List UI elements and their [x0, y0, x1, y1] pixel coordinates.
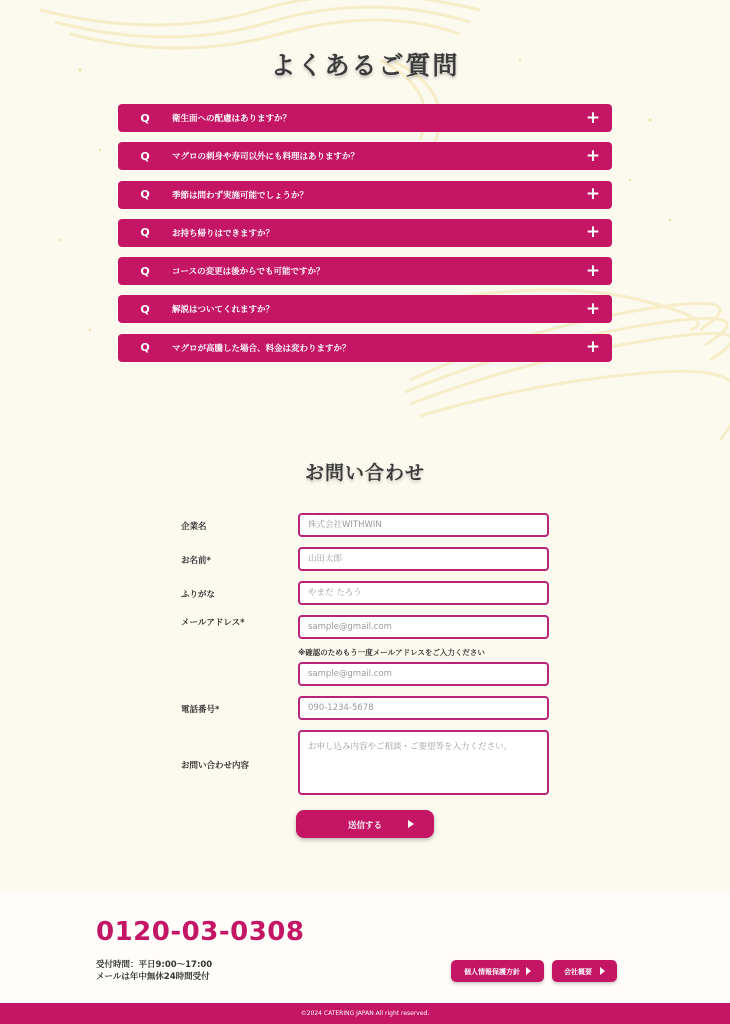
furigana-label: ふりがな [181, 590, 216, 600]
arrow-right-icon [408, 820, 414, 828]
plus-icon[interactable]: + [585, 337, 601, 358]
faq-item[interactable] [118, 219, 612, 247]
faq-section-title: よくあるご質問 [270, 51, 460, 80]
plus-icon[interactable]: + [585, 260, 601, 281]
privacy-policy-button[interactable] [451, 960, 544, 982]
plus-icon[interactable]: + [585, 184, 601, 205]
faq-question: 季節は問わず実施可能でしょうか？ [172, 190, 309, 201]
faq-question: マグロが高騰した場合、料金は変わりますか？ [172, 343, 351, 354]
submit-button-label: 送信する [347, 821, 382, 831]
faq-item[interactable] [118, 295, 612, 323]
faq-item[interactable] [118, 142, 612, 170]
arrow-right-icon [526, 967, 531, 975]
faq-q-mark: Q [140, 341, 150, 355]
footer [0, 893, 730, 1003]
contact-section-title: お問い合わせ [304, 462, 425, 484]
faq-question: コースの変更は後からでも可能ですか？ [172, 267, 325, 278]
faq-question: 衛生面への配慮はありますか？ [172, 114, 292, 124]
phone-label: 電話番号* [181, 705, 220, 715]
footer-phone-number[interactable]: 0120-03-0308 [96, 917, 305, 947]
hours-line: メールは年中無休24時間受付 [96, 972, 210, 982]
email-confirm-note: ※確認のためもう一度メールアドレスをご入力ください [298, 648, 485, 657]
faq-q-mark: Q [140, 111, 150, 125]
faq-q-mark: Q [140, 302, 150, 316]
name-label: お名前* [181, 556, 211, 566]
phone-input[interactable] [298, 696, 549, 720]
company-input[interactable] [298, 513, 549, 537]
faq-q-mark: Q [140, 149, 150, 163]
faq-q-mark: Q [140, 188, 150, 202]
name-input[interactable] [298, 547, 549, 571]
faq-q-mark: Q [140, 264, 150, 278]
plus-icon[interactable]: + [585, 222, 601, 243]
email-label: メールアドレス* [181, 618, 245, 628]
footer-hours [96, 959, 212, 983]
copyright-bar: ©2024 CATERING JAPAN All right reserved. [0, 1003, 730, 1024]
email-confirm-input[interactable] [298, 662, 549, 686]
faq-item[interactable] [118, 257, 612, 285]
furigana-input[interactable] [298, 581, 549, 605]
faq-question: マグロの刺身や寿司以外にも料理はありますか？ [172, 152, 360, 163]
company-profile-label: 会社概要 [564, 968, 592, 976]
faq-question: 解説はついてくれますか？ [172, 305, 275, 316]
submit-button[interactable] [296, 810, 434, 838]
privacy-policy-label: 個人情報保護方針 [464, 968, 520, 976]
faq-item[interactable] [118, 104, 612, 132]
arrow-right-icon [600, 967, 605, 975]
faq-item[interactable] [118, 334, 612, 362]
plus-icon[interactable]: + [585, 298, 601, 319]
faq-list [118, 104, 612, 372]
hours-line: 受付時間：平日9:00〜17:00 [96, 960, 213, 970]
plus-icon[interactable]: + [585, 145, 601, 166]
email-input[interactable] [298, 615, 549, 639]
message-label: お問い合わせ内容 [181, 761, 250, 771]
message-textarea[interactable] [298, 730, 549, 795]
plus-icon[interactable]: + [585, 107, 601, 128]
company-label: 企業名 [181, 522, 207, 532]
faq-question: お持ち帰りはできますか？ [172, 228, 275, 239]
faq-item[interactable] [118, 181, 612, 209]
company-profile-button[interactable] [552, 960, 617, 982]
faq-q-mark: Q [140, 226, 150, 240]
